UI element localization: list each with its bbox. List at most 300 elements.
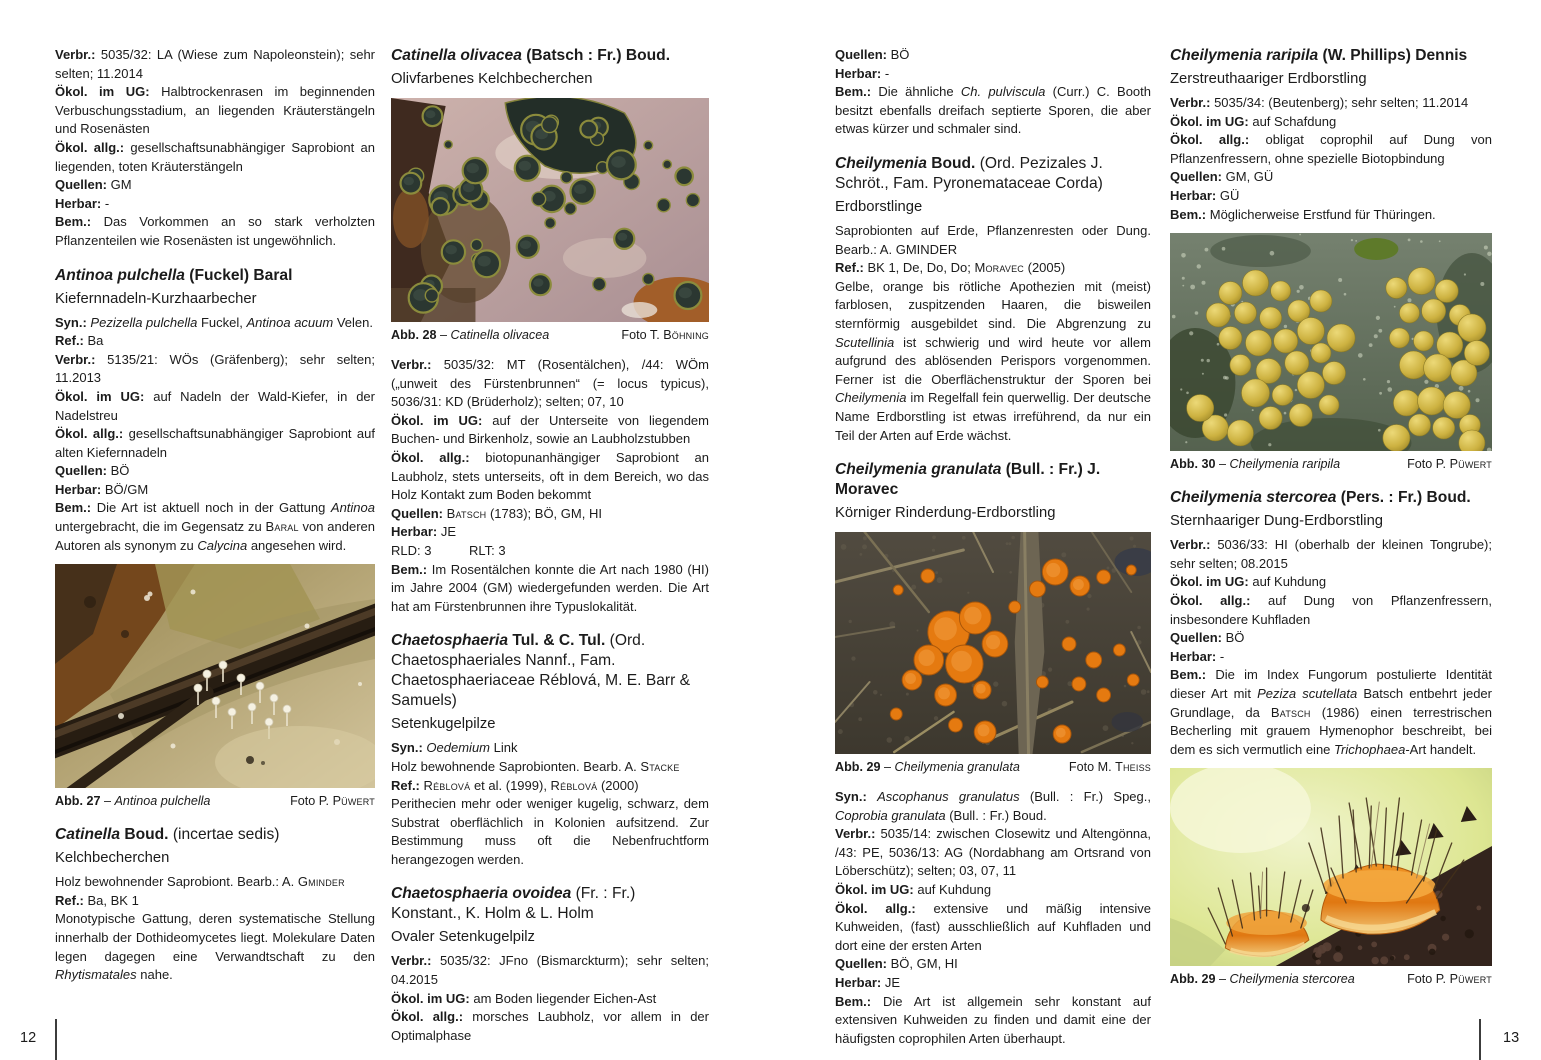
species-common-name (55, 289, 375, 309)
text-segment: Scutellinia (835, 334, 895, 350)
figure-caption-label (1170, 971, 1355, 988)
species-heading (391, 631, 709, 711)
text-paragraph (835, 825, 1151, 881)
photo-stercorea (1170, 768, 1492, 966)
figure-caption-label (1170, 456, 1340, 473)
text-segment: Baral (265, 519, 299, 535)
text-segment: Püwert (1449, 457, 1492, 472)
text-segment: Moravec (974, 260, 1025, 276)
text-segment: – (1215, 972, 1230, 987)
text-segment: Quellen: (835, 956, 888, 972)
text-segment: (incertae sedis) (168, 826, 280, 844)
text-segment: (Fuckel) Baral (184, 266, 293, 284)
text-paragraph (391, 758, 709, 777)
species-common-name (391, 69, 709, 89)
text-segment: BÖ, GM, HI (887, 956, 958, 972)
text-segment: Ökol. allg.: (55, 139, 125, 155)
text-segment: biotopunanhängiger Saprobiont an Laubholz, stets unterseits, oft in dem Bereich, wo das Holz Kontakt zum Boden bekommt (391, 449, 709, 503)
figure-caption-credit (1407, 456, 1492, 473)
text-paragraph (835, 955, 1151, 974)
text-paragraph (835, 83, 1151, 139)
text-segment: Ascophanus granulatus (877, 789, 1020, 805)
text-segment: (Ord. Chaetosphaeriales Nannf., Fam. Chaetosphaeriaceae Réblová, M. E. Barr & Samuels) (391, 632, 691, 710)
text-segment: Foto P. (1407, 457, 1450, 472)
text-paragraph (1170, 629, 1492, 648)
text-segment: -Art handelt. (1405, 741, 1477, 757)
text-segment: Bem.: (835, 84, 872, 100)
text-segment: Trichophaea (1334, 741, 1406, 757)
text-segment: Réblová (550, 777, 598, 793)
text-segment: BÖ (887, 47, 910, 62)
figure-caption (1170, 456, 1492, 473)
text-segment: Püwert (332, 794, 375, 809)
species-common-name (835, 503, 1151, 523)
text-segment: Ch. pulviscula (960, 84, 1046, 100)
text-segment: BÖ/GM (101, 481, 149, 497)
text-segment: Olivfarbenes Kelchbecherchen (391, 71, 593, 87)
text-segment: Die Art ist allgemein sehr konstant auf extensiven Kuhweiden zu finden und damit eine der häufigsten coprophilen Arten überhaupt. (835, 993, 1151, 1046)
text-segment: auf Kuhdung (913, 882, 992, 898)
text-segment: (Batsch : Fr.) Boud. (521, 47, 671, 64)
text-segment: Syn.: (391, 740, 423, 756)
text-segment: Monotypische Gattung, deren systematische Stellung innerhalb der Dothideomycetes liegt. Molekulare Daten legen dagegen eine Verwandtschaft zu den (55, 911, 375, 964)
species-heading (1170, 488, 1492, 508)
text-segment: Quellen: (55, 463, 108, 479)
text-column-4 (1170, 46, 1492, 1000)
text-segment: Ökol. allg.: (1170, 592, 1251, 608)
text-paragraph (55, 46, 375, 83)
text-segment: Halbtrockenrasen im beginnenden Verbuschungsstadium, an liegenden Kräuterstängeln und Rosenästen (55, 84, 375, 137)
text-segment: BÖ (107, 463, 130, 479)
text-segment: Batsch (1270, 704, 1311, 720)
text-segment: Zerstreuthaariger Erdborstling (1170, 71, 1367, 87)
text-segment: Antinoa (330, 500, 375, 516)
text-segment: Chaetosphaeria (391, 632, 508, 650)
text-segment: (Bull. : Fr.) Speg., (1019, 789, 1151, 805)
text-paragraph (391, 356, 709, 412)
text-paragraph (835, 900, 1151, 956)
text-segment: Saprobionten auf Erde, Pflanzenresten oder Dung. Bearb.: A. GMINDER (835, 222, 1151, 257)
text-segment: 5035/32: LA (Wiese zum Napoleonstein); sehr selten; 11.2014 (55, 47, 375, 81)
text-segment: Ref.: (55, 892, 84, 908)
text-segment: Réblová (423, 777, 471, 793)
footer-rule-left (55, 1019, 57, 1060)
text-paragraph (391, 412, 709, 449)
text-segment: Körniger Rinderdung-Erdborstling (835, 505, 1056, 522)
text-segment: Abb. 28 (391, 328, 437, 342)
text-segment: Theiss (1115, 760, 1151, 775)
text-segment: Antinoa pulchella (55, 266, 185, 284)
text-segment: Ökol. im UG: (55, 388, 145, 404)
text-segment: Erdborstlinge (835, 198, 923, 215)
text-segment: - (1216, 648, 1225, 664)
text-segment: – (880, 760, 895, 775)
figure-caption-label (391, 327, 549, 344)
species-common-name (835, 197, 1151, 217)
text-segment: BK 1, De, Do, Do; (863, 260, 975, 276)
text-paragraph (55, 462, 375, 481)
text-segment: (2000) (597, 777, 639, 793)
text-segment: Herbar: (835, 65, 882, 81)
text-paragraph (55, 195, 375, 214)
text-segment: 5135/21: WÖs (Gräfenberg); sehr selten; 11.2013 (55, 351, 375, 386)
text-paragraph (1170, 536, 1492, 573)
text-paragraph (835, 278, 1151, 445)
text-segment: Coprobia granulata (835, 807, 946, 823)
photo-granulata (835, 532, 1151, 754)
text-segment: Holz bewohnender Saprobiont. Bearb.: A. (55, 874, 298, 890)
text-paragraph (835, 881, 1151, 900)
text-paragraph (55, 481, 375, 500)
text-segment: - (881, 65, 890, 81)
text-paragraph (1170, 94, 1492, 113)
text-segment: Fuckel, (197, 314, 247, 330)
text-paragraph (55, 351, 375, 388)
text-segment: BÖ (1222, 630, 1245, 646)
text-segment: Bem.: (55, 500, 92, 516)
text-segment: Antinoa acuum (246, 314, 334, 330)
text-paragraph (55, 388, 375, 425)
text-paragraph (1170, 131, 1492, 168)
text-segment: Batsch (446, 505, 487, 521)
text-segment: Boud. (120, 826, 169, 844)
species-common-name (391, 714, 709, 734)
text-segment: Foto P. (1407, 972, 1450, 987)
text-segment: GM (107, 177, 132, 193)
text-segment: Cheilymenia (835, 154, 927, 172)
species-common-name (1170, 511, 1492, 531)
text-segment: Bem.: (55, 214, 92, 230)
text-segment: Ökol. im UG: (1170, 574, 1249, 590)
species-common-name (1170, 69, 1492, 89)
text-segment: Gminder (297, 874, 345, 890)
text-segment: Ba (83, 333, 104, 349)
text-segment: Ökol. im UG: (55, 84, 150, 100)
text-segment: Ovaler Setenkugelpilz (391, 929, 535, 946)
text-paragraph (391, 561, 709, 617)
photo-raripila (1170, 233, 1492, 451)
text-segment: am Boden liegender Eichen-Ast (469, 990, 657, 1006)
page-number-left: 12 (20, 1030, 37, 1046)
text-paragraph (391, 777, 709, 796)
text-paragraph (55, 425, 375, 462)
text-segment: Ökol. im UG: (391, 412, 483, 428)
text-segment: Abb. 29 (835, 760, 881, 775)
text-segment: (Curr.) C. Booth besitzt ebenfalls dreifach septierte Sporen, die aber etwas kürzer und schmaler sind. (835, 84, 1151, 137)
text-paragraph (835, 259, 1151, 278)
text-segment: auf Dung von Pflanzenfressern, insbesondere Kuhfladen (1170, 592, 1492, 627)
text-segment: auf Nadeln der Wald-Kiefer, in der Nadelstreu (55, 388, 375, 423)
text-segment: Herbar: (1170, 648, 1217, 664)
text-segment: Cheilymenia raripila (1229, 457, 1341, 472)
text-segment: JE (881, 975, 901, 991)
text-segment: morsches Laubholz, vor allem in der Optimalphase (391, 1009, 709, 1043)
text-segment: Cheilymenia granulata (835, 461, 1002, 479)
text-segment: Abb. 30 (1170, 457, 1216, 472)
text-segment: Ba, BK 1 (83, 892, 139, 908)
text-segment: Cheilymenia stercorea (1229, 972, 1355, 987)
text-segment: Setenkugelpilze (391, 716, 496, 733)
text-segment: 5035/34: (Beutenberg); sehr selten; 11.2014 (1210, 95, 1469, 110)
text-segment: Pezizella pulchella (90, 314, 198, 330)
text-segment: 5035/32: MT (Rosentälchen), /44: WÖm („unweit des Fürstenbrunnen“ (= locus typicus), 5036/31: KD (Brüderholz); selten; 07, 10 (391, 357, 709, 410)
species-heading (835, 460, 1151, 500)
text-paragraph (391, 952, 709, 989)
rld-value: RLD: 3 (391, 542, 432, 558)
text-segment: Herbar: (391, 524, 438, 540)
text-segment: 5035/32: JFno (Bismarckturm); sehr selten; 04.2015 (391, 953, 709, 988)
text-segment: Chaetosphaeria ovoidea (391, 885, 572, 903)
figure-caption (391, 327, 709, 344)
figure-caption-credit (1069, 759, 1151, 776)
text-segment: Quellen: (391, 505, 444, 521)
text-segment: – (436, 328, 451, 342)
text-paragraph (1170, 187, 1492, 206)
text-paragraph (835, 993, 1151, 1049)
photo-illustration (1170, 233, 1492, 451)
species-heading (391, 46, 709, 66)
text-segment: Verbr.: (55, 47, 96, 62)
text-paragraph (55, 176, 375, 195)
text-segment: et al. (1999), (470, 777, 551, 793)
text-segment: Ökol. allg.: (391, 1009, 464, 1025)
text-segment: Catinella (55, 826, 120, 844)
text-segment: Boud. (926, 154, 976, 172)
text-segment: Bem.: (835, 993, 872, 1009)
text-segment: Quellen: (1170, 630, 1223, 646)
text-segment: obligat coprophil auf Dung von Pflanzenfressern, ohne spezielle Biotopbindung (1170, 132, 1492, 166)
text-paragraph (391, 795, 709, 869)
text-segment: (1783); BÖ, GM, HI (486, 505, 602, 521)
text-segment: Bem.: (1170, 667, 1207, 683)
text-paragraph (835, 65, 1151, 84)
text-segment: Link (490, 740, 518, 756)
text-segment: Velen. (333, 314, 373, 330)
text-segment: JE (437, 524, 457, 540)
text-segment: gesellschaftsunabhängiger Saprobiont auf alten Kiefernnadeln (55, 426, 375, 460)
text-paragraph (1170, 168, 1492, 187)
text-segment: Ökol. im UG: (1170, 113, 1249, 129)
text-segment: Ökol. allg.: (391, 449, 470, 465)
species-heading (55, 266, 375, 286)
text-segment: Das Vorkommen an so stark verholzten Pflanzenteilen wie Rosenästen ist ungewöhnlich. (55, 214, 375, 248)
text-segment: auf Kuhdung (1248, 574, 1327, 590)
text-segment: Ökol. im UG: (391, 990, 470, 1006)
text-paragraph (55, 892, 375, 911)
text-segment: Cheilymenia (835, 390, 907, 406)
text-segment: Rhytismatales (55, 967, 137, 983)
text-paragraph (835, 974, 1151, 993)
text-segment: Bem.: (1170, 206, 1207, 222)
text-segment: extensive und mäßig intensive Kuhweiden, (fast) ausschließlich auf Kuhfladen und dort eine der ersten Arten (835, 900, 1151, 953)
text-segment: Verbr.: (1170, 95, 1211, 110)
text-column-3 (835, 46, 1151, 1048)
text-segment: (W. Phillips) Dennis (1318, 47, 1468, 64)
text-paragraph (391, 990, 709, 1009)
text-segment: Ökol. allg.: (1170, 132, 1250, 148)
text-segment: Catinella olivacea (450, 328, 550, 342)
photo-antinoa (55, 564, 375, 788)
figure-caption (55, 793, 375, 810)
text-segment: angesehen wird. (247, 537, 347, 553)
figure-caption (835, 759, 1151, 776)
species-common-name (55, 848, 375, 868)
text-segment: (Pers. : Fr.) Boud. (1336, 489, 1471, 507)
text-segment: Verbr.: (1170, 537, 1211, 553)
text-paragraph (1170, 592, 1492, 629)
text-paragraph (55, 499, 375, 555)
species-heading (55, 825, 375, 845)
text-column-1 (55, 46, 375, 985)
figure-caption-credit (621, 327, 709, 344)
text-segment: Herbar: (835, 975, 882, 991)
text-segment: ist schwierig und wird heute vor allem aufgrund des ablösenden Perispors vorgenommen. Ferner ist die Oberflächenstruktur der Sporen bei (835, 334, 1151, 387)
text-segment: – (100, 794, 115, 809)
species-heading (391, 884, 709, 924)
text-segment: (Ord. Pezizales J. Schröt., Fam. Pyronemataceae Corda) (835, 154, 1103, 192)
photo-illustration (391, 98, 709, 322)
text-segment: (Fr. : Fr.) Konstant., K. Holm & L. Holm (391, 885, 636, 923)
text-segment: Stacke (640, 758, 680, 774)
photo-illustration (1170, 768, 1492, 966)
text-paragraph (1170, 648, 1492, 667)
text-segment: Ref.: (835, 260, 864, 276)
text-segment: Kelchbecherchen (55, 850, 170, 867)
text-segment: 5036/33: HI (oberhalb der kleinen Tongrube); sehr selten; 08.2015 (1170, 537, 1492, 571)
text-segment (867, 789, 877, 804)
photo-illustration (835, 532, 1151, 754)
text-segment: Syn.: (55, 314, 87, 330)
photo-olivacea (391, 98, 709, 322)
text-segment: GM, GÜ (1222, 169, 1274, 185)
text-column-2 (391, 46, 709, 1045)
text-segment: (2005) (1024, 260, 1066, 276)
text-segment: Im Rosentälchen konnte die Art nach 1980 (HI) im Jahre 2004 (GM) wiedergefunden werden. Die Art hat am Fürstenbrunnen ihre Typuslokalität. (391, 561, 709, 614)
text-segment: Die Art ist aktuell noch in der Gattung (91, 500, 331, 516)
text-segment: Holz bewohnende Saprobionten. Bearb. A. (391, 758, 641, 774)
text-paragraph (1170, 573, 1492, 592)
text-paragraph (391, 449, 709, 505)
text-segment: GÜ (1216, 187, 1240, 203)
text-segment: Sternhaariger Dung-Erdborstling (1170, 513, 1384, 530)
text-paragraph (835, 46, 1151, 65)
text-segment: Quellen: (835, 47, 888, 62)
redlist-status-row (391, 542, 709, 561)
text-segment: Verbr.: (55, 351, 96, 367)
text-paragraph (55, 314, 375, 333)
text-segment: Quellen: (1170, 169, 1223, 185)
text-segment: Ref.: (391, 777, 420, 793)
text-segment: Ökol. im UG: (835, 882, 914, 898)
figure-caption-credit (290, 793, 375, 810)
text-segment: Cheilymenia stercorea (1170, 489, 1337, 507)
text-segment: Verbr.: (835, 826, 876, 842)
text-segment: Cheilymenia granulata (894, 760, 1020, 775)
text-segment: Herbar: (1170, 187, 1217, 203)
figure-caption-label (55, 793, 210, 810)
text-segment: Tul. & C. Tul. (508, 632, 606, 650)
text-segment: Gelbe, orange bis rötliche Apothezien mit (meist) farblosen, zuspitzenden Haaren, die bisweilen sternförmig ausgebildet sind. Die Abgrenzung zu (835, 278, 1151, 331)
text-segment: Batsch entbehrt jeder Grundlage, da (1170, 685, 1492, 720)
text-segment: Oedemium (426, 740, 490, 756)
text-segment: Quellen: (55, 177, 108, 193)
text-paragraph (55, 213, 375, 250)
text-segment: Verbr.: (391, 953, 432, 969)
text-segment: auf Schafdung (1248, 113, 1337, 129)
text-paragraph (55, 139, 375, 176)
text-segment: Herbar: (55, 481, 102, 497)
text-paragraph (1170, 113, 1492, 132)
text-paragraph (55, 873, 375, 892)
text-segment: Calycina (197, 537, 248, 553)
text-segment: auf der Unterseite von liegendem Buchen- und Birkenholz, sowie an Laubholzstubben (391, 412, 709, 447)
text-segment: Möglicherweise Erstfund für Thüringen. (1206, 206, 1436, 222)
text-paragraph (835, 222, 1151, 259)
text-segment: Foto M. (1068, 760, 1116, 775)
text-segment: Foto T. (621, 328, 664, 342)
text-segment: Syn.: (835, 789, 867, 805)
text-segment: Ökol. allg.: (55, 426, 124, 442)
text-paragraph (391, 739, 709, 758)
text-segment: Böhning (663, 328, 709, 342)
text-paragraph (55, 83, 375, 139)
text-segment: - (101, 195, 110, 211)
text-segment: Ökol. allg.: (835, 900, 916, 916)
text-segment: (1986) einen terrestrischen Becherling mit grauem Hymenophor beschreibt, bei dem es sich vermutlich eine (1170, 704, 1492, 757)
text-paragraph (55, 332, 375, 351)
footer-rule-right (1479, 1019, 1481, 1060)
text-segment: Abb. 29 (1170, 972, 1216, 987)
text-segment: Die ähnliche (871, 84, 961, 100)
text-segment: Verbr.: (391, 357, 432, 372)
text-segment: Kiefernnadeln-Kurzhaarbecher (55, 290, 257, 307)
text-segment: im Regelfall fein querwellig. Der deutsche Name Erdborstling ist etwas irreführend, da nur ein Teil der Arten auf Erde wächst. (835, 390, 1151, 443)
page-number-right: 13 (1503, 1030, 1520, 1046)
figure-caption-label (835, 759, 1020, 776)
text-segment: Die im Index Fungorum postulierte Identität dieser Art mit (1170, 667, 1492, 701)
species-heading (1170, 46, 1492, 66)
text-segment: Herbar: (55, 195, 102, 211)
text-segment: Peziza scutellata (1257, 685, 1358, 701)
text-segment: – (1215, 457, 1230, 472)
figure-caption-credit (1407, 971, 1492, 988)
text-paragraph (1170, 206, 1492, 225)
text-paragraph (391, 523, 709, 542)
figure-caption (1170, 971, 1492, 988)
text-segment: Catinella olivacea (391, 47, 522, 64)
text-paragraph (835, 788, 1151, 825)
text-segment: nahe. (136, 967, 173, 983)
text-segment: Cheilymenia raripila (1170, 47, 1319, 64)
text-segment: gesellschaftsunabhängiger Saprobiont an liegenden, toten Kräuterstängeln (55, 139, 375, 174)
text-segment: Abb. 27 (55, 794, 101, 809)
text-segment: (Bull. : Fr.) Boud. (945, 807, 1047, 823)
text-paragraph (1170, 666, 1492, 759)
text-segment: Antinoa pulchella (114, 794, 211, 809)
text-segment: untergebracht, die im Gegensatz zu (55, 519, 266, 535)
text-segment: Perithecien mehr oder weniger kugelig, schwarz, dem Substrat oberflächlich in Kolonien aufsitzend. Zur Bestimmung muss oft die Nebenfruchtform herangezogen werden. (391, 796, 709, 867)
text-segment: Bem.: (391, 561, 428, 577)
text-segment: 5035/14: zwischen Closewitz und Altengönna, /43: PE, 5036/13: AG (Nordabhang am Ortsrand von Löberschütz); selten; 03, 07, 11 (835, 826, 1151, 879)
species-common-name (391, 927, 709, 947)
text-segment: Ref.: (55, 333, 84, 349)
text-segment: von anderen Autoren als synonym zu (55, 519, 375, 553)
text-segment: (Bull. : Fr.) J. Moravec (835, 461, 1101, 499)
text-paragraph (391, 505, 709, 524)
text-paragraph (391, 1008, 709, 1045)
rlt-value: RLT: 3 (469, 542, 506, 558)
text-paragraph (55, 910, 375, 984)
